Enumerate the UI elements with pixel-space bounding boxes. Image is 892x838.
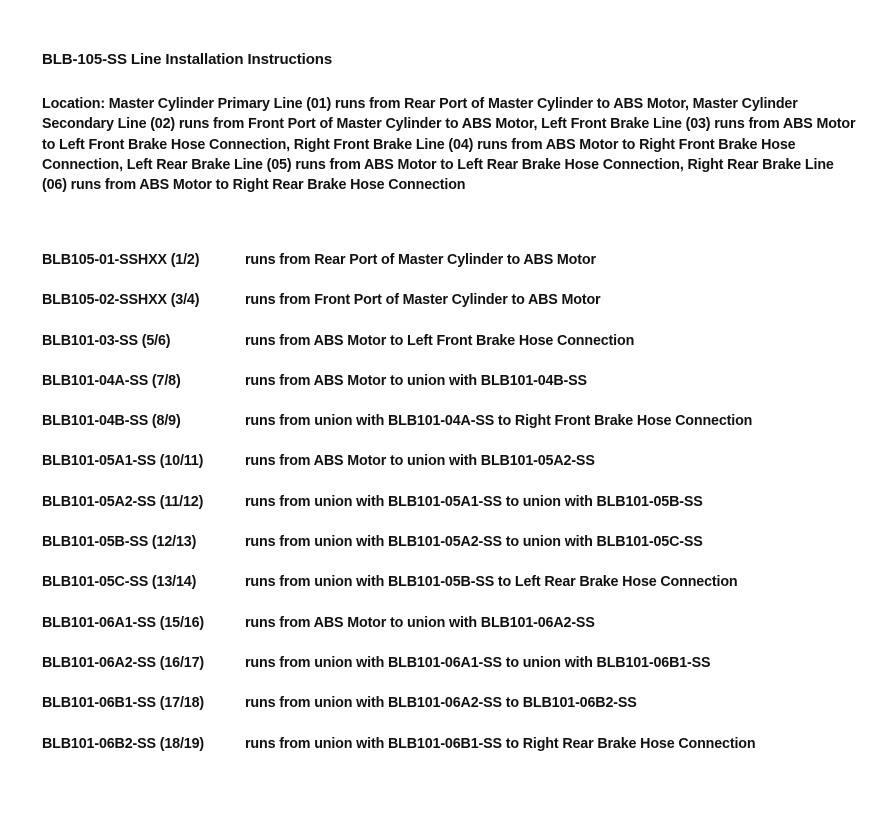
part-number: BLB101-04B-SS (8/9) xyxy=(42,413,181,430)
list-item xyxy=(42,453,842,493)
list-item xyxy=(42,574,842,614)
part-number: BLB101-05C-SS (13/14) xyxy=(42,574,197,591)
part-description: runs from ABS Motor to union with BLB101-06A2-SS xyxy=(245,614,595,631)
part-description: runs from union with BLB101-06A2-SS to BLB101-06B2-SS xyxy=(245,695,637,712)
part-number: BLB101-06A2-SS (16/17) xyxy=(42,654,204,671)
part-number: BLB101-06B2-SS (18/19) xyxy=(42,735,204,752)
list-item xyxy=(42,494,842,534)
part-description: runs from union with BLB101-06A1-SS to union with BLB101-06B1-SS xyxy=(245,654,711,671)
part-description: runs from ABS Motor to union with BLB101-05A2-SS xyxy=(245,453,595,470)
list-item xyxy=(42,333,842,373)
part-description: runs from union with BLB101-06B1-SS to Right Rear Brake Hose Connection xyxy=(245,735,756,752)
part-number: BLB105-02-SSHXX (3/4) xyxy=(42,292,200,309)
part-number: BLB101-06A1-SS (15/16) xyxy=(42,614,204,631)
part-description: runs from union with BLB101-05A2-SS to union with BLB101-05C-SS xyxy=(245,534,703,551)
part-number: BLB101-05B-SS (12/13) xyxy=(42,534,197,551)
list-item xyxy=(42,292,842,332)
part-description: runs from union with BLB101-05A1-SS to union with BLB101-05B-SS xyxy=(245,493,703,510)
location-paragraph: Location: Master Cylinder Primary Line (01) runs from Rear Port of Master Cylinder to ABS Motor, Master Cylinder Secondary Line (02) runs from Front Port of Master Cylinder to ABS Motor, Left Front Brake Line (03) runs from ABS Motor to Left Front Brake Hose Connection, Right Front Brake Line (04) runs from ABS Motor to Right Front Brake Hose Connection, Left Rear Brake Line (05) runs from ABS Motor to Left Rear Brake Hose Connection, Right Rear Brake Line (06) runs from ABS Motor to Right Rear Brake Hose Connection xyxy=(42,96,856,194)
part-description: runs from Rear Port of Master Cylinder to ABS Motor xyxy=(245,252,596,268)
part-description: runs from ABS Motor to Left Front Brake Hose Connection xyxy=(245,332,635,349)
list-item xyxy=(42,695,842,735)
document-title: BLB-105-SS Line Installation Instructions xyxy=(42,51,333,68)
list-item xyxy=(42,413,842,453)
part-number: BLB101-03-SS (5/6) xyxy=(42,332,171,349)
part-number: BLB105-01-SSHXX (1/2) xyxy=(42,252,200,268)
part-description: runs from union with BLB101-04A-SS to Right Front Brake Hose Connection xyxy=(245,413,753,430)
list-item xyxy=(42,736,842,776)
part-number: BLB101-06B1-SS (17/18) xyxy=(42,695,204,712)
part-number: BLB101-05A1-SS (10/11) xyxy=(42,453,204,470)
list-item xyxy=(42,252,842,292)
part-description: runs from union with BLB101-05B-SS to Left Rear Brake Hose Connection xyxy=(245,574,738,591)
part-number: BLB101-05A2-SS (11/12) xyxy=(42,493,204,510)
list-item xyxy=(42,615,842,655)
list-item xyxy=(42,534,842,574)
part-description: runs from ABS Motor to union with BLB101-04B-SS xyxy=(245,372,587,389)
list-item xyxy=(42,373,842,413)
part-description: runs from Front Port of Master Cylinder to ABS Motor xyxy=(245,292,601,309)
list-item xyxy=(42,655,842,695)
part-number: BLB101-04A-SS (7/8) xyxy=(42,372,181,389)
parts-list xyxy=(42,252,842,776)
